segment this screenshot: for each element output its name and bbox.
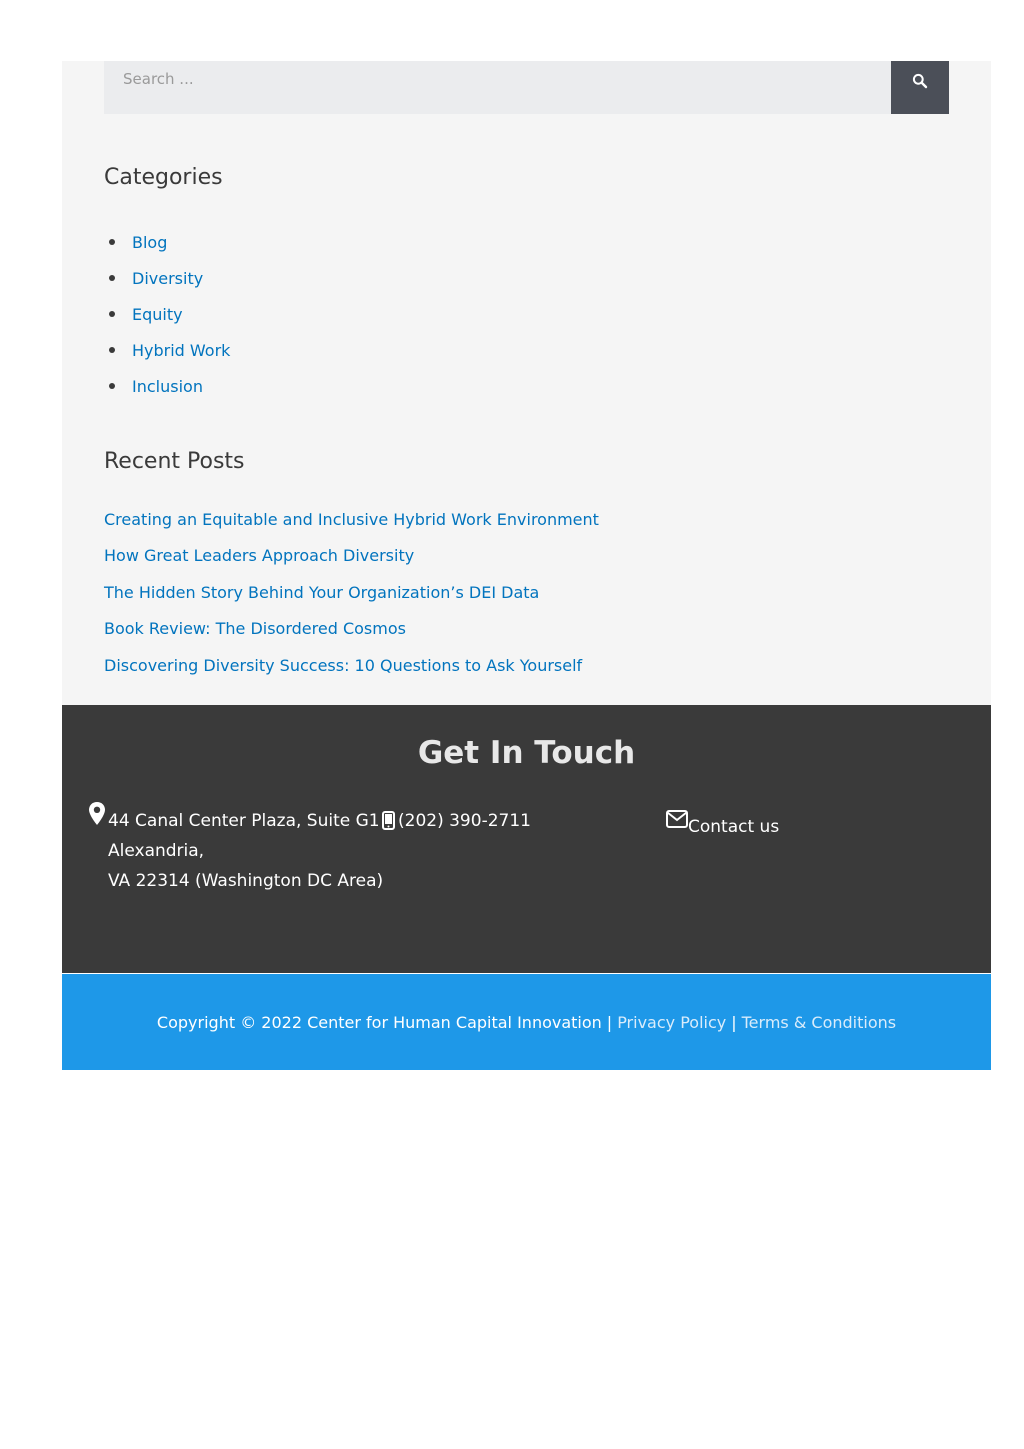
category-link-equity[interactable]: Equity (132, 304, 183, 324)
recent-post-link[interactable]: Creating an Equitable and Inclusive Hybrid Work Environment (104, 509, 599, 529)
phone-link[interactable]: (202) 390-2711 (398, 811, 531, 831)
category-link-inclusion[interactable]: Inclusion (132, 376, 203, 396)
bullet-icon (109, 383, 115, 389)
address-line: Alexandria, (108, 841, 205, 861)
list-item (104, 332, 230, 368)
phone-block (382, 806, 531, 840)
category-link-blog[interactable]: Blog (132, 232, 168, 252)
search-form (104, 61, 949, 114)
recent-post-link[interactable]: How Great Leaders Approach Diversity (104, 546, 415, 566)
bullet-icon (109, 239, 115, 245)
copyright-bar (62, 974, 991, 1070)
bullet-icon (109, 311, 115, 317)
list-item (104, 611, 599, 648)
address-text (108, 806, 383, 896)
copyright-text: Copyright © 2022 Center for Human Capital Innovation (156, 1012, 602, 1032)
list-item (104, 296, 230, 332)
address-block (88, 806, 383, 896)
categories-list (104, 224, 230, 404)
bullet-icon (109, 275, 115, 281)
list-item (104, 538, 599, 575)
list-item (104, 368, 230, 404)
recent-post-link[interactable]: Book Review: The Disordered Cosmos (104, 619, 406, 639)
page-content (62, 61, 991, 1070)
list-item (104, 501, 599, 538)
email-block (666, 812, 779, 842)
address-line: VA 22314 (Washington DC Area) (108, 871, 384, 891)
list-item (104, 574, 599, 611)
recent-posts-list (104, 501, 599, 684)
search-input[interactable] (104, 61, 891, 114)
category-link-hybrid-work[interactable]: Hybrid Work (132, 340, 231, 360)
recent-posts-title: Recent Posts (104, 449, 245, 474)
contact-us-link[interactable]: Contact us (688, 817, 780, 837)
bullet-icon (109, 347, 115, 353)
categories-title: Categories (104, 165, 223, 190)
list-item (104, 224, 230, 260)
contact-title: Get In Touch (417, 735, 636, 771)
category-link-diversity[interactable]: Diversity (132, 268, 204, 288)
map-marker-icon (88, 801, 106, 896)
separator: | (606, 1012, 613, 1032)
recent-post-link[interactable]: Discovering Diversity Success: 10 Questions to Ask Yourself (104, 655, 583, 675)
envelope-icon (666, 808, 688, 842)
separator: | (731, 1012, 737, 1032)
contact-section (62, 705, 991, 973)
privacy-policy-link[interactable]: Privacy Policy (617, 1012, 727, 1032)
recent-post-link[interactable]: The Hidden Story Behind Your Organization’s DEI Data (104, 582, 540, 602)
sidebar-widgets (62, 61, 991, 705)
terms-conditions-link[interactable]: Terms & Conditions (741, 1012, 897, 1032)
list-item (104, 260, 230, 296)
mobile-phone-icon (382, 810, 395, 840)
search-button[interactable] (891, 61, 949, 114)
search-icon (912, 61, 928, 92)
address-line: 44 Canal Center Plaza, Suite G1 (108, 811, 380, 831)
list-item (104, 647, 599, 684)
